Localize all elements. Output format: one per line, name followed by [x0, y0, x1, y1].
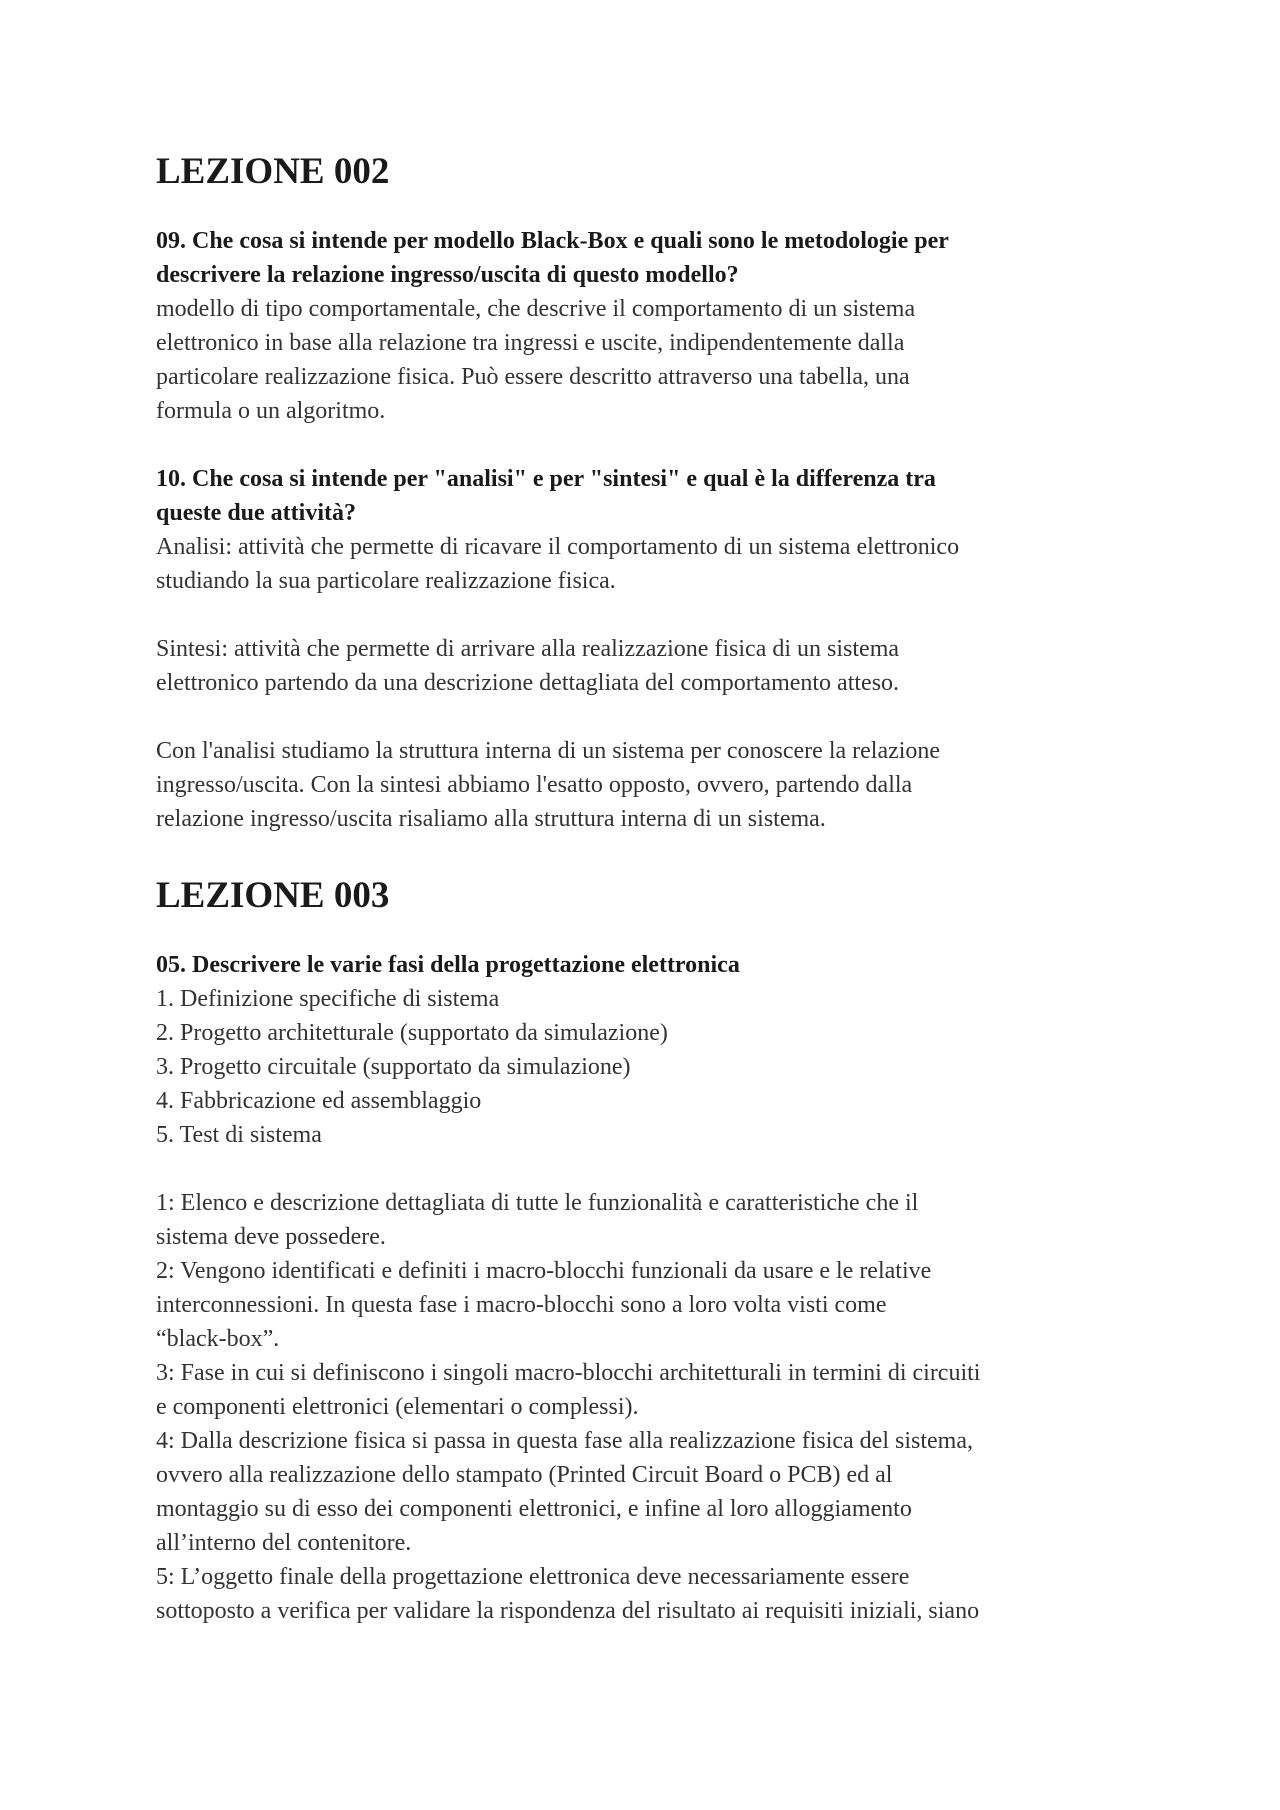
lesson-heading: LEZIONE 002: [156, 151, 390, 192]
list-item: 3. Progetto circuitale (supportato da simulazione): [156, 1054, 631, 1080]
question-09: [156, 224, 1136, 428]
question-text: 09. Che cosa si intende per modello Black-Box e quali sono le metodologie per descrivere la relazione ingresso/uscita di questo modello?: [156, 228, 949, 288]
lesson-heading: LEZIONE 003: [156, 875, 390, 916]
list-item: 1. Definizione specifiche di sistema: [156, 986, 500, 1012]
document-page: [156, 150, 1136, 1628]
question-05: [156, 948, 1136, 1628]
list-item: 4. Fabbricazione ed assemblaggio: [156, 1088, 482, 1114]
phases-list: [156, 982, 1136, 1152]
phases-description: 1: Elenco e descrizione dettagliata di tutte le funzionalità e caratteristiche che il sistema deve possedere. 2: Vengono identificati e definiti i macro-blocchi funzionali da usare e le relative interconnessioni. In questa fase i macro-blocchi sono a loro volta visti come “black-box”. 3: Fase in cui si definiscono i singoli macro-blocchi architetturali in termini di circuiti e componenti elettronici (elementari o complessi). 4: Dalla descrizione fisica si passa in questa fase alla realizzazione fisica del sistema, ovvero alla realizzazione dello stampato (Printed Circuit Board o PCB) ed al montaggio su di esso dei componenti elettronici, e infine al loro alloggiamento all’interno del contenitore. 5: L’oggetto finale della progettazione elettronica deve necessariamente essere sottoposto a verifica per validare la rispondenza del risultato ai requisiti iniziali, siano: [156, 1190, 981, 1624]
answer-text: modello di tipo comportamentale, che descrive il comportamento di un sistema elettronico in base alla relazione tra ingressi e uscite, indipendentemente dalla particolare realizzazione fisica. Può essere descritto attraverso una tabella, una formula o un algoritmo.: [156, 296, 916, 424]
question-text: 05. Descrivere le varie fasi della progettazione elettronica: [156, 952, 740, 978]
question-10: [156, 462, 1136, 836]
question-text: 10. Che cosa si intende per "analisi" e per "sintesi" e qual è la differenza tra queste due attività?: [156, 466, 936, 526]
answer-sintesi: Sintesi: attività che permette di arrivare alla realizzazione fisica di un sistema elettronico partendo da una descrizione dettagliata del comportamento atteso.: [156, 636, 900, 696]
list-item: 5. Test di sistema: [156, 1122, 322, 1148]
list-item: 2. Progetto architetturale (supportato da simulazione): [156, 1020, 668, 1046]
answer-confronto: Con l'analisi studiamo la struttura interna di un sistema per conoscere la relazione ingresso/uscita. Con la sintesi abbiamo l'esatto opposto, ovvero, partendo dalla relazione ingresso/uscita risaliamo alla struttura interna di un sistema.: [156, 738, 941, 832]
answer-analisi: Analisi: attività che permette di ricavare il comportamento di un sistema elettronico studiando la sua particolare realizzazione fisica.: [156, 534, 960, 594]
